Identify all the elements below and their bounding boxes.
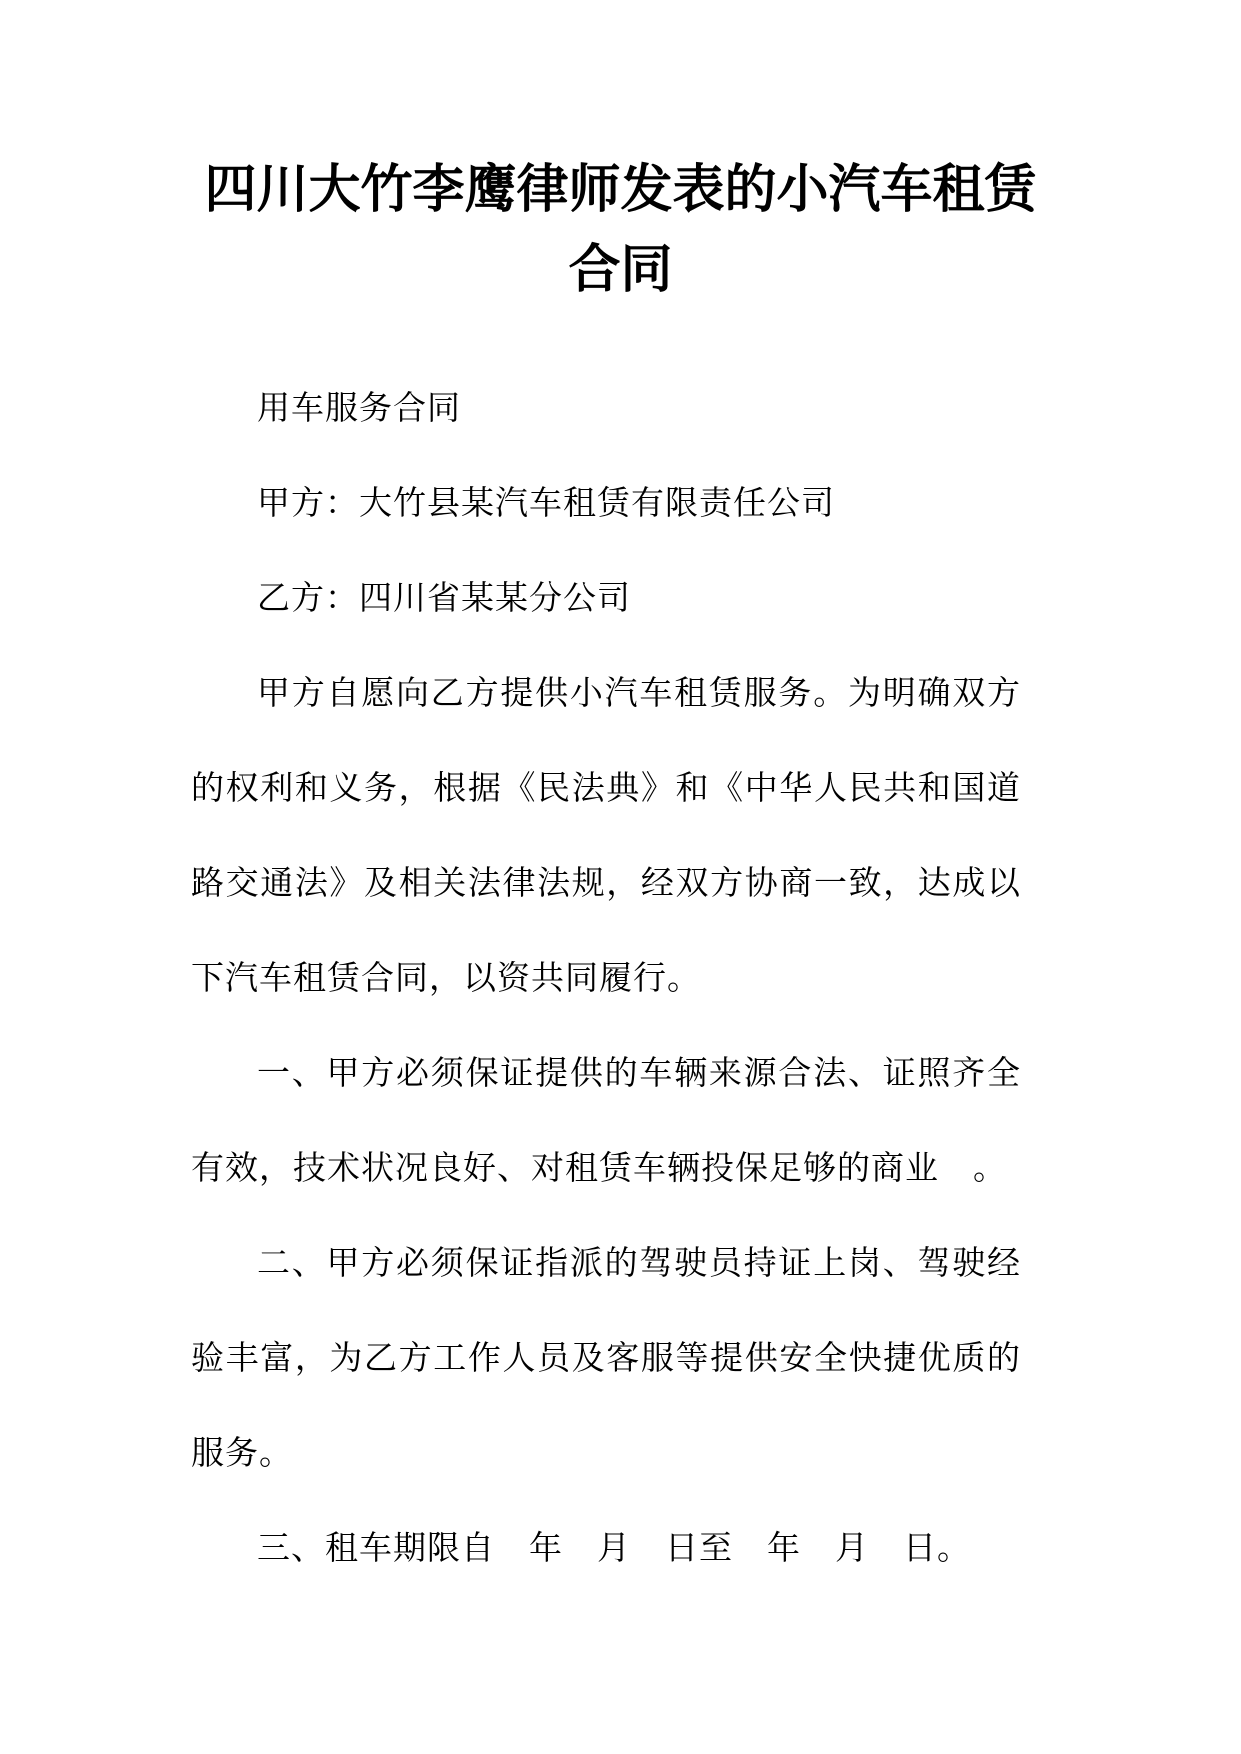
document-title: 四川大竹李鹰律师发表的小汽车租赁合同 — [204, 160, 1037, 300]
preamble-paragraph: 甲方自愿向乙方提供小汽车租赁服务。为明确双方的权利和义务，根据《民法典》和《中华人民共和国道路交通法》及相关法律法规，经双方协商一致，达成以下汽车租赁合同，以资共同履行。 — [191, 673, 1021, 997]
document-body — [191, 360, 1021, 1595]
clause-1: 一、甲方必须保证提供的车辆来源合法、证照齐全有效，技术状况良好、对租赁车辆投保足够的商业 。 — [191, 1053, 1021, 1187]
party-b: 乙方：四川省某某分公司 — [257, 578, 631, 617]
contract-heading: 用车服务合同 — [257, 388, 461, 427]
clause-3: 三、租车期限自 年 月 日至 年 月 日。 — [257, 1528, 971, 1567]
party-a: 甲方：大竹县某汽车租赁有限责任公司 — [257, 483, 835, 522]
clause-2: 二、甲方必须保证指派的驾驶员持证上岗、驾驶经验丰富，为乙方工作人员及客服等提供安全快捷优质的服务。 — [191, 1243, 1021, 1472]
